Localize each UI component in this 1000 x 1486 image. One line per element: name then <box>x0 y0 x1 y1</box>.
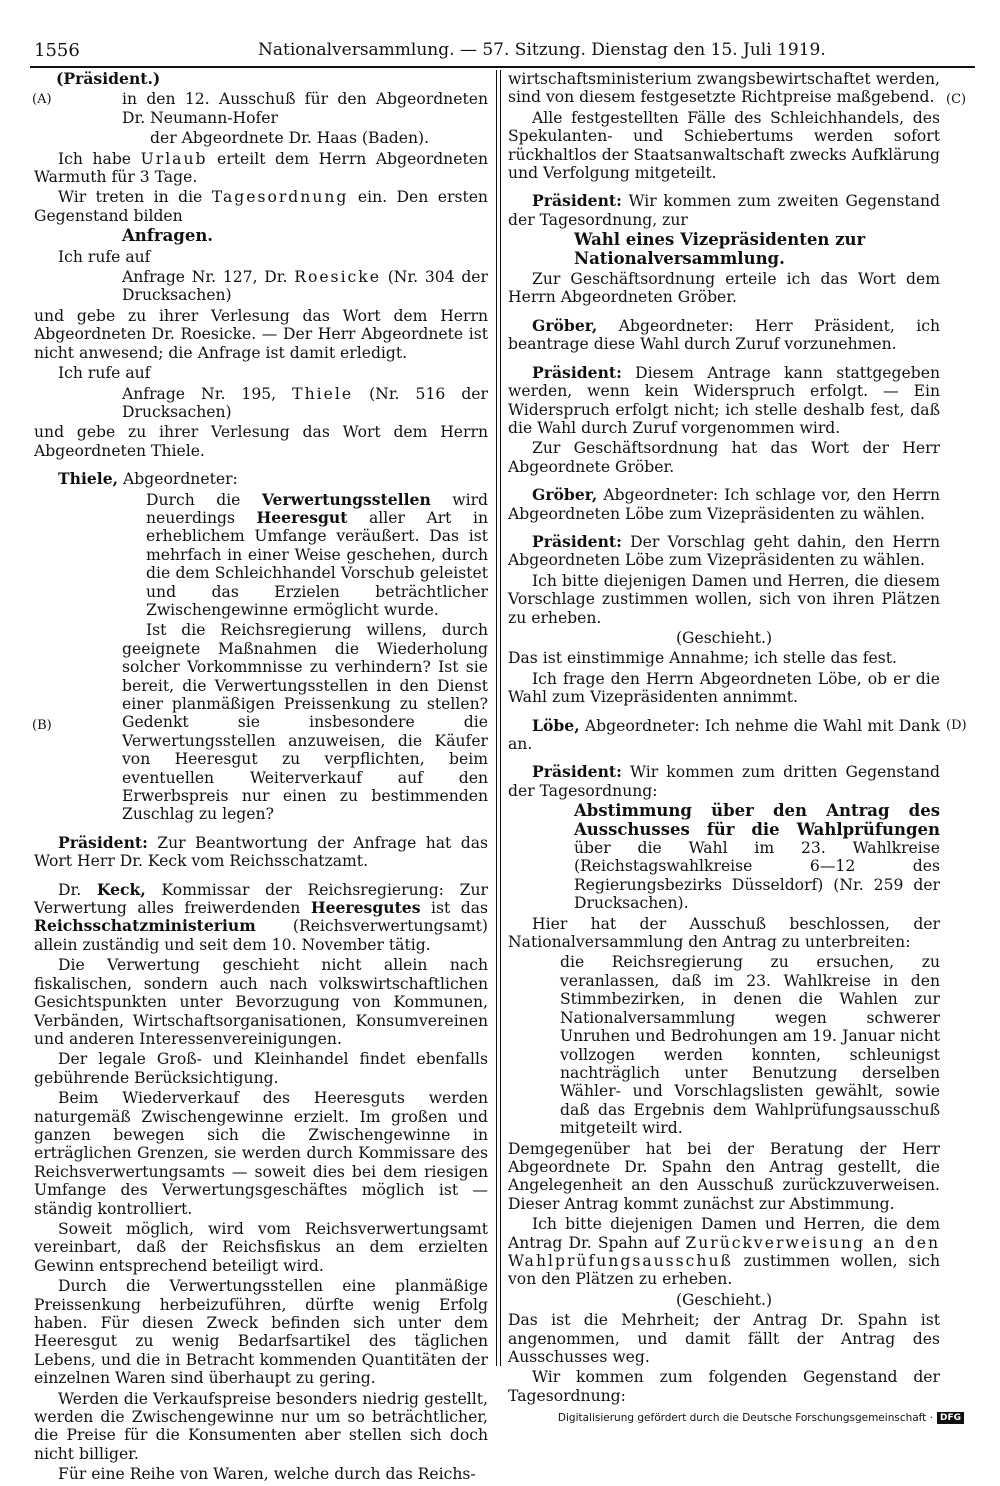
paragraph: Ich frage den Herrn Abgeordneten Löbe, ob er die Wahl zum Vizepräsidenten annimmt. <box>508 669 940 707</box>
section-heading: Wahl eines Vizepräsidenten zur Nationalversammlung. <box>574 230 866 268</box>
dfg-logo: DFG <box>937 1412 964 1424</box>
right-column <box>508 70 940 1407</box>
speaker-line: Präsident: Wir kommen zum dritten Gegenstand der Tagesordnung: <box>508 762 940 800</box>
marker-b: (B) <box>32 718 52 733</box>
speaker-line: Präsident: Der Vorschlag geht dahin, den Herrn Abgeordneten Löbe zum Vizepräsidenten zu wählen. <box>508 531 940 570</box>
paragraph: Werden die Verkaufspreise besonders niedrig gestellt, werden die Zwischengewinne nur um so beträchtlicher, die Preise für die Konsumenten aber stellen sich doch nicht billiger. <box>34 1389 488 1463</box>
paragraph: wirtschaftsministerium zwangsbewirtschaftet werden, sind von diesem festgesetzte Richtpreise maßgebend. <box>508 70 940 107</box>
paragraph: Beim Wiederverkauf des Heeresguts werden naturgemäß Zwischengewinne erzielt. Im großen und ganzen bewegen sich die Zwischengewinne in erträglichen Grenzen, sie werden durch Kommissare des Reichsverwertungsamts — soweit dies bei dem riesigen Umfange des Verwertungsgeschäftes möglich ist — ständig kontrolliert. <box>34 1089 488 1218</box>
paragraph: Das ist die Mehrheit; der Antrag Dr. Spahn ist angenommen, und damit fällt der Antrag des Ausschusses weg. <box>508 1311 940 1366</box>
agenda-item: Abstimmung über den Antrag des Ausschusses für die Wahlprüfungen über die Wahl im 23. Wahlkreise (Reichstagswahlkreise 6—12 des Regierungsbezirks Düsseldorf) (Nr. 259 der Drucksachen). <box>574 801 940 913</box>
paragraph: Ich bitte diejenigen Damen und Herren, die dem Antrag Dr. Spahn auf Zurückverweisung an den Wahlprüfungsausschuß zustimmen wollen, sich von den Plätzen zu erheben. <box>508 1215 940 1289</box>
marker-c: (C) <box>946 92 967 107</box>
paragraph: Wir treten in die Tagesordnung ein. Den ersten Gegenstand bilden <box>34 188 488 225</box>
paragraph: Hier hat der Ausschuß beschlossen, der Nationalversammlung den Antrag zu unterbreiten: <box>508 914 940 952</box>
digitization-footer <box>558 1412 964 1424</box>
paragraph: der Abgeordnete Dr. Haas (Baden). <box>150 129 430 148</box>
speaker-line: Präsident: Zur Beantwortung der Anfrage hat das Wort Herr Dr. Keck vom Reichsschatzamt. <box>34 832 488 871</box>
paragraph: Die Verwertung geschieht nicht allein nach fiskalischen, sondern auch nach volkswirtschaftlichen Gesichtspunkten unter Bevorzugung von Kommunen, Verbänden, Wirtschaftsorganisationen, Konsumvereinen und anderen Interessenvereinigungen. <box>34 956 488 1048</box>
paragraph: Zur Geschäftsordnung hat das Wort der Herr Abgeordnete Gröber. <box>508 439 940 476</box>
paragraph: Ich rufe auf <box>58 364 151 383</box>
paragraph: in den 12. Ausschuß für den Abgeordneten Dr. Neumann-Hofer <box>122 90 488 127</box>
quote-paragraph: Durch die Verwertungsstellen wird neuerdings Heeresgut aller Art in erheblichem Umfange veräußert. Das ist mehrfach in einer Weise geschehen, durch die dem Schleichhandel Vorschub geleistet und das Erzielen beträchtlicher Zwischengewinne ermöglicht wurde. <box>146 489 489 619</box>
left-column <box>34 70 488 1486</box>
stage-direction: (Geschieht.) <box>675 1290 773 1309</box>
paragraph: Das ist einstimmige Annahme; ich stelle das fest. <box>508 649 897 668</box>
paragraph: Anfrage Nr. 127, Dr. Roesicke (Nr. 304 der Drucksachen) <box>122 268 488 305</box>
running-title: Nationalversammlung. — 57. Sitzung. Dienstag den 15. Juli 1919. <box>258 40 826 60</box>
paragraph: Wir kommen zum folgenden Gegenstand der Tagesordnung: <box>508 1368 940 1405</box>
speaker-line: Gröber, Abgeordneter: Herr Präsident, ich beantrage diese Wahl durch Zuruf vorzunehmen. <box>508 315 940 354</box>
page-number: 1556 <box>34 40 80 61</box>
paragraph: Durch die Verwertungsstellen eine planmäßige Preissenkung herbeizuführen, dürfte wenig Erfolg haben. Für diesen Zweck befinden sich unter dem Heeresgut zu wenig Bedarfsartikel des täglichen Lebens, und die in Betracht kommenden Quantitäten der einzelnen Waren sind überhaupt zu gering. <box>34 1277 488 1388</box>
paragraph: Ich rufe auf <box>58 247 151 266</box>
paragraph: Zur Geschäftsordnung erteile ich das Wort dem Herrn Abgeordneten Gröber. <box>508 270 940 307</box>
paragraph: Anfrage Nr. 195, Thiele (Nr. 516 der Drucksachen) <box>122 384 488 421</box>
paragraph: Alle festgestellten Fälle des Schleichhandels, des Spekulanten- und Schiebertums werden sofort rückhaltlos der Staatsanwaltschaft zwecks Aufklärung und Verfolgung mitgeteilt. <box>508 108 940 183</box>
running-head-speaker: (Präsident.) <box>56 69 161 88</box>
paragraph: Ich bitte diejenigen Damen und Herren, die diesem Vorschlage zustimmen wollen, sich von ihren Plätzen zu erheben. <box>508 571 940 627</box>
header-rule <box>30 66 975 68</box>
column-divider <box>496 70 497 1366</box>
section-heading: Anfragen. <box>122 226 214 246</box>
marker-d: (D) <box>946 718 967 733</box>
page-header <box>30 40 970 66</box>
speaker-line: Dr. Keck, Kommissar der Reichsregierung: Zur Verwertung alles freiwerdenden Heeresgutes ist das Reichsschatzministerium (Reichsverwertungsamt) allein zuständig und seit dem 10. November tätig. <box>34 879 489 954</box>
paragraph: Soweit möglich, wird vom Reichsverwertungsamt vereinbart, daß der Reichsfiskus an dem erzielten Gewinn entsprechend beteiligt wird. <box>34 1219 488 1275</box>
paragraph: Der legale Groß- und Kleinhandel findet ebenfalls gebührende Berücksichtigung. <box>34 1050 488 1087</box>
speaker-line: Präsident: Wir kommen zum zweiten Gegenstand der Tagesordnung, zur <box>508 191 940 229</box>
paragraph: und gebe zu ihrer Verlesung das Wort dem Herrn Abgeordneten Thiele. <box>34 423 488 460</box>
paragraph: Demgegenüber hat bei der Beratung der Herr Abgeordnete Dr. Spahn den Antrag gestellt, die Angelegenheit an den Ausschuß zurückzuverweisen. Dieser Antrag kommt zunächst zur Abstimmung. <box>508 1139 940 1213</box>
quote-paragraph: Ist die Reichsregierung willens, durch geeignete Maßnahmen die Wiederholung solcher Vorkommnisse zu verhindern? Ist sie bereit, die Verwertungsstellen in den Dienst einer planmäßigen Preissenkung zu stellen? Gedenkt sie insbesondere die Verwertungsstellen anzuweisen, die Käufer von Heeresgut zu verpflichten, beim eventuellen Weiterverkauf auf den Erwerbspreis nur einen zu bestimmenden Zuschlag zu legen? <box>122 621 488 824</box>
speaker-line: Präsident: Diesem Antrage kann stattgegeben werden, wenn kein Widerspruch erfolgt. — Ein Widerspruch erfolgt nicht; ich stelle deshalb fest, daß die Wahl durch Zuruf vorgenommen wird. <box>508 362 940 437</box>
marker-a: (A) <box>32 92 52 107</box>
speaker-line: Gröber, Abgeordneter: Ich schlage vor, den Herrn Abgeordneten Löbe zum Vizepräsidenten zu wählen. <box>508 485 940 523</box>
column-divider-second <box>500 70 501 1366</box>
stage-direction: (Geschieht.) <box>675 628 773 647</box>
quote-paragraph: die Reichsregierung zu ersuchen, zu veranlassen, daß im 23. Wahlkreise in den Stimmbezirken, in denen die Wahlen zur Nationalversammlung wegen schwerer Unruhen und Bedrohungen am 19. Januar nicht vollzogen werden konnten, schleunigst nachträglich unter Benutzung derselben Wähler- und Vorschlagslisten gewählt, sowie daß das Ergebnis dem Wahlprüfungsausschuß mitgeteilt wird. <box>560 953 940 1138</box>
speaker-line: Löbe, Abgeordneter: Ich nehme die Wahl mit Dank an. <box>508 715 940 753</box>
speaker-line: Thiele, Abgeordneter: <box>58 469 238 489</box>
paragraph: Für eine Reihe von Waren, welche durch das Reichs- <box>58 1465 476 1484</box>
footer-text: Digitalisierung gefördert durch die Deutsche Forschungsgemeinschaft · <box>557 1412 933 1424</box>
paragraph: und gebe zu ihrer Verlesung das Wort dem Herrn Abgeordneten Dr. Roesicke. — Der Herr Abgeordnete ist nicht anwesend; die Anfrage ist damit erledigt. <box>34 306 488 362</box>
paragraph: Ich habe Urlaub erteilt dem Herrn Abgeordneten Warmuth für 3 Tage. <box>34 149 488 187</box>
